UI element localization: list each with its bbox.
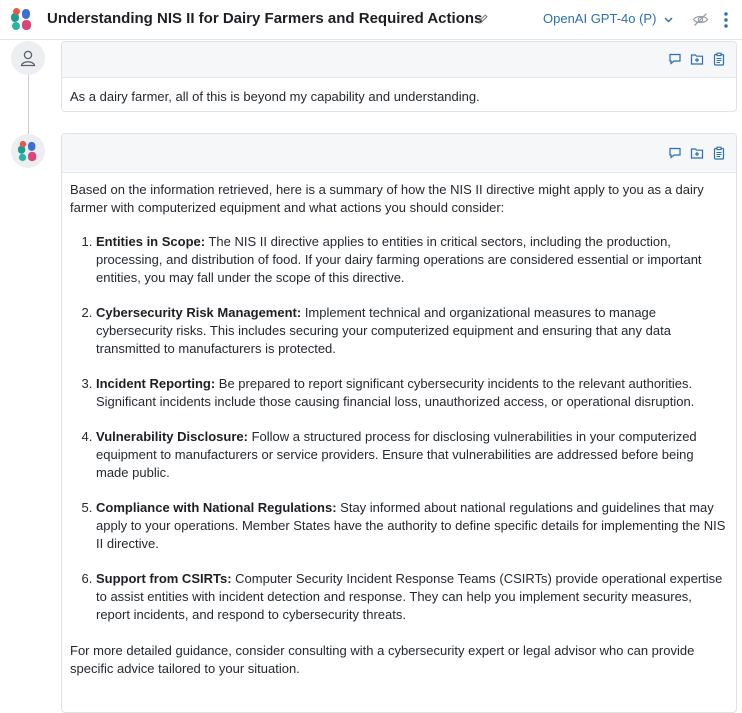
item-text: Computer Security Incident Response Teams (CSIRTs) provide operational expertise to assist entities with incident detection and response. They can help you implement security measures, report incidents, and respond to cybersecurity threats. [96, 571, 723, 622]
user-message-card [61, 41, 737, 112]
item-title: Entities in Scope: [96, 234, 206, 249]
item-title: Incident Reporting: [96, 376, 216, 391]
pencil-icon[interactable] [477, 13, 489, 25]
folder-plus-icon[interactable] [690, 146, 704, 160]
item-title: Support from CSIRTs: [96, 571, 232, 586]
list-item [96, 304, 728, 358]
item-title: Compliance with National Regulations: [96, 500, 337, 515]
list-item [96, 233, 728, 287]
conversation-title: Understanding NIS II for Dairy Farmers and Required Actions [47, 10, 483, 27]
model-selector[interactable]: OpenAI GPT-4o (P) [543, 11, 657, 26]
folder-plus-icon[interactable] [690, 52, 704, 66]
list-item [96, 428, 728, 482]
user-message-text: As a dairy farmer, all of this is beyond my capability and understanding. [70, 89, 480, 104]
chevron-down-icon[interactable] [663, 14, 674, 25]
timeline-connector [28, 74, 29, 134]
clipboard-icon[interactable] [712, 52, 726, 66]
action-list [70, 233, 728, 624]
list-item [96, 570, 728, 624]
list-item [96, 499, 728, 553]
item-text: Follow a structured process for disclosing vulnerabilities in your computerized equipment to manufacturers or service providers. Ensure that vulnerabilities are addressed before being made public. [96, 429, 697, 480]
user-avatar [11, 41, 45, 75]
message-toolbar [62, 134, 736, 173]
comment-icon[interactable] [668, 52, 682, 66]
list-item [96, 375, 728, 411]
user-icon [19, 49, 37, 67]
assistant-message-body [62, 173, 736, 678]
item-text: Be prepared to report significant cybersecurity incidents to the relevant authorities. Significant incidents include those causing financial loss, unauthorized access, or operational disruption. [96, 376, 695, 409]
item-title: Vulnerability Disclosure: [96, 429, 248, 444]
app-logo-icon [17, 140, 39, 162]
assistant-message-card [61, 133, 737, 713]
top-bar [0, 0, 742, 40]
item-text: The NIS II directive applies to entities in critical sectors, including the production, processing, and distribution of food. If your dairy farming operations are considered essential or important entities, you may fall under the scope of this directive. [96, 234, 702, 285]
assistant-outro: For more detailed guidance, consider consulting with a cybersecurity expert or legal advisor who can provide specific advice tailored to your situation. [70, 643, 695, 676]
message-toolbar [62, 42, 736, 78]
item-title: Cybersecurity Risk Management: [96, 305, 302, 320]
clipboard-icon[interactable] [712, 146, 726, 160]
eye-off-icon[interactable] [692, 11, 709, 28]
item-text: Stay informed about national regulations and guidelines that may apply to your operations. Member States have the authority to define specific details for implementing the NIS II directive. [96, 500, 726, 551]
app-logo-icon [10, 7, 34, 31]
item-text: Implement technical and organizational measures to manage cybersecurity risks. This includes securing your computerized equipment and ensuring that any data transmitted to manufacturers is protected. [96, 305, 671, 356]
kebab-menu-icon[interactable] [722, 11, 730, 29]
assistant-intro: Based on the information retrieved, here is a summary of how the NIS II directive might apply to you as a dairy farmer with computerized equipment and what actions you should consider: [70, 182, 704, 215]
assistant-avatar [11, 134, 45, 168]
comment-icon[interactable] [668, 146, 682, 160]
